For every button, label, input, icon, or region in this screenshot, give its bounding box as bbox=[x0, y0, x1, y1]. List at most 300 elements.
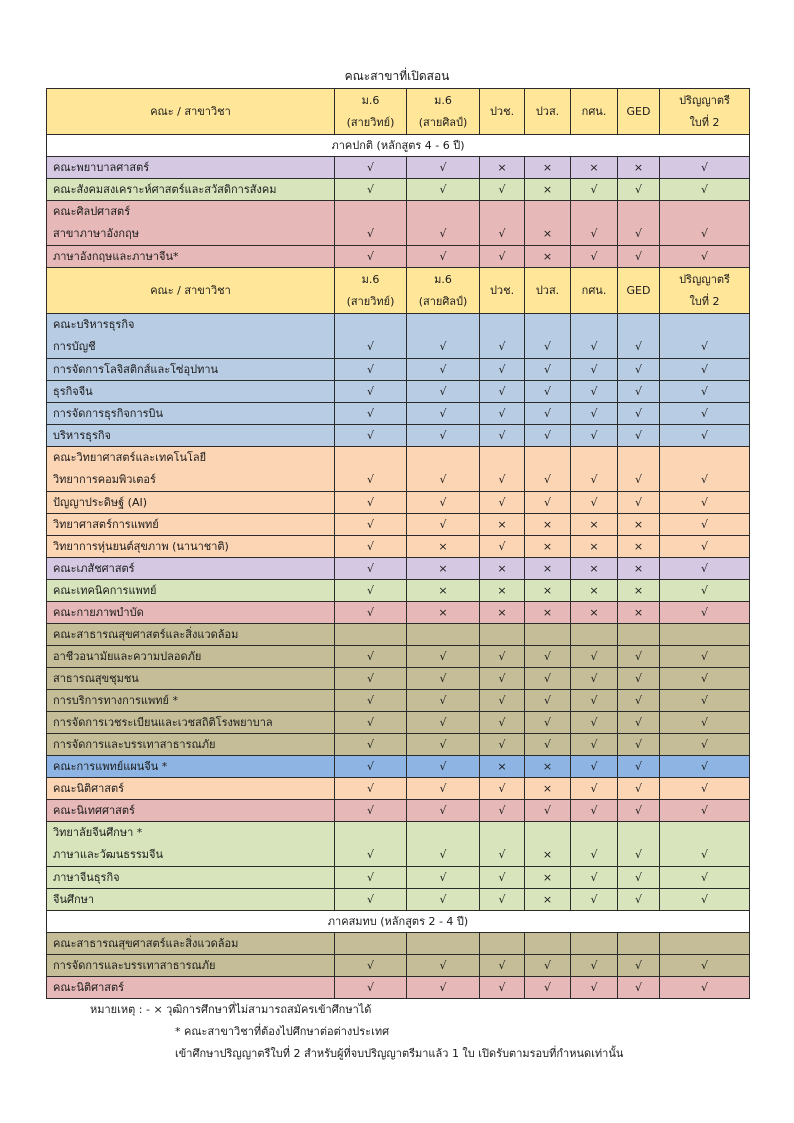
table-row bbox=[47, 756, 750, 778]
program-name-cell bbox=[47, 536, 335, 558]
eligibility-cell bbox=[480, 977, 525, 999]
eligibility-cell bbox=[618, 536, 660, 558]
eligibility-mark: √ bbox=[700, 981, 708, 994]
program-name-cell bbox=[47, 690, 335, 712]
eligibility-mark: √ bbox=[590, 340, 598, 353]
eligibility-cell bbox=[571, 157, 618, 179]
eligibility-mark: √ bbox=[634, 429, 642, 442]
eligibility-mark: √ bbox=[366, 496, 374, 509]
eligibility-mark: √ bbox=[498, 959, 506, 972]
table-row bbox=[47, 955, 750, 977]
eligibility-mark: √ bbox=[543, 694, 551, 707]
section-title: ภาคปกติ (หลักสูตร 4 - 6 ปี) bbox=[47, 135, 750, 157]
eligibility-cell bbox=[618, 977, 660, 999]
eligibility-cell bbox=[618, 867, 660, 889]
program-name: คณะการแพทย์แผนจีน * bbox=[53, 760, 168, 773]
eligibility-cell bbox=[660, 977, 750, 999]
eligibility-mark: √ bbox=[366, 363, 374, 376]
eligibility-mark: × bbox=[589, 606, 599, 619]
header-m6-science-line: (สายวิทย์) bbox=[346, 115, 395, 129]
program-name-cell bbox=[47, 201, 335, 246]
eligibility-mark: √ bbox=[634, 959, 642, 972]
header-second-degree bbox=[660, 268, 750, 314]
note-second-degree: เข้าศึกษาปริญญาตรีใบที่ 2 สำหรับผู้ที่จบปริญญาตรีมาแล้ว 1 ใบ เปิดรับตามรอบที่กำหนดเท่านั้น bbox=[175, 1047, 624, 1060]
eligibility-mark: × bbox=[497, 518, 507, 531]
eligibility-mark: √ bbox=[543, 672, 551, 685]
eligibility-mark: √ bbox=[366, 562, 374, 575]
eligibility-cell bbox=[407, 955, 480, 977]
eligibility-cell bbox=[660, 624, 750, 646]
eligibility-cell bbox=[525, 381, 571, 403]
program-name: คณะเทคนิคการแพทย์ bbox=[53, 584, 157, 597]
eligibility-mark: √ bbox=[366, 738, 374, 751]
eligibility-cell bbox=[480, 157, 525, 179]
eligibility-mark: √ bbox=[590, 250, 598, 263]
eligibility-cell bbox=[571, 624, 618, 646]
eligibility-mark: √ bbox=[700, 562, 708, 575]
eligibility-cell bbox=[618, 514, 660, 536]
eligibility-mark: √ bbox=[439, 782, 447, 795]
program-name-cell bbox=[47, 624, 335, 646]
eligibility-mark: √ bbox=[366, 804, 374, 817]
eligibility-cell bbox=[618, 933, 660, 955]
note-abroad: * คณะสาขาวิชาที่ต้องไปศึกษาต่อต่างประเทศ bbox=[175, 1025, 390, 1038]
eligibility-mark: √ bbox=[439, 804, 447, 817]
eligibility-mark: √ bbox=[590, 716, 598, 729]
eligibility-mark: √ bbox=[590, 650, 598, 663]
eligibility-cell bbox=[571, 822, 618, 867]
eligibility-cell bbox=[335, 756, 407, 778]
eligibility-mark: √ bbox=[498, 540, 506, 553]
eligibility-cell bbox=[571, 778, 618, 800]
eligibility-cell bbox=[571, 179, 618, 201]
eligibility-cell bbox=[571, 668, 618, 690]
eligibility-cell bbox=[618, 381, 660, 403]
header-m6-science bbox=[335, 268, 407, 314]
table-row bbox=[47, 246, 750, 268]
eligibility-cell bbox=[335, 246, 407, 268]
eligibility-mark: × bbox=[633, 584, 644, 597]
eligibility-mark: √ bbox=[366, 981, 374, 994]
eligibility-cell bbox=[618, 734, 660, 756]
program-name: ภาษาจีนธุรกิจ bbox=[53, 871, 120, 884]
eligibility-cell bbox=[407, 447, 480, 492]
eligibility-cell bbox=[407, 800, 480, 822]
eligibility-cell bbox=[480, 179, 525, 201]
eligibility-cell bbox=[480, 756, 525, 778]
table-row bbox=[47, 201, 750, 246]
eligibility-mark: √ bbox=[366, 760, 374, 773]
eligibility-mark: × bbox=[633, 540, 644, 553]
eligibility-mark: √ bbox=[366, 227, 374, 240]
eligibility-cell bbox=[407, 668, 480, 690]
eligibility-cell bbox=[335, 580, 407, 602]
table-row bbox=[47, 602, 750, 624]
program-name: วิทยาการคอมพิวเตอร์ bbox=[53, 473, 156, 486]
eligibility-mark: √ bbox=[366, 385, 374, 398]
table-row bbox=[47, 381, 750, 403]
eligibility-mark: × bbox=[542, 848, 553, 861]
table-row bbox=[47, 889, 750, 911]
eligibility-cell bbox=[480, 955, 525, 977]
program-name: อาชีวอนามัยและความปลอดภัย bbox=[53, 650, 202, 663]
program-name-cell bbox=[47, 800, 335, 822]
eligibility-mark: √ bbox=[590, 893, 598, 906]
eligibility-mark: √ bbox=[700, 540, 708, 553]
table-row bbox=[47, 314, 750, 359]
eligibility-cell bbox=[571, 889, 618, 911]
table-row bbox=[47, 690, 750, 712]
eligibility-mark: √ bbox=[634, 782, 642, 795]
eligibility-mark: √ bbox=[634, 672, 642, 685]
eligibility-mark: √ bbox=[498, 340, 506, 353]
eligibility-mark: √ bbox=[634, 250, 642, 263]
eligibility-cell bbox=[571, 381, 618, 403]
eligibility-cell bbox=[480, 403, 525, 425]
eligibility-cell bbox=[618, 800, 660, 822]
eligibility-mark: √ bbox=[700, 650, 708, 663]
eligibility-mark: √ bbox=[634, 871, 642, 884]
eligibility-cell bbox=[480, 734, 525, 756]
eligibility-cell bbox=[480, 580, 525, 602]
section-row bbox=[47, 135, 750, 157]
eligibility-mark: × bbox=[542, 518, 553, 531]
eligibility-mark: × bbox=[633, 518, 644, 531]
program-name-cell bbox=[47, 756, 335, 778]
eligibility-cell bbox=[335, 314, 407, 359]
eligibility-mark: √ bbox=[590, 183, 598, 196]
eligibility-mark: √ bbox=[590, 760, 598, 773]
eligibility-mark: √ bbox=[366, 250, 374, 263]
eligibility-cell bbox=[618, 580, 660, 602]
eligibility-cell bbox=[480, 712, 525, 734]
eligibility-cell bbox=[480, 822, 525, 867]
eligibility-cell bbox=[407, 314, 480, 359]
eligibility-cell bbox=[618, 889, 660, 911]
table-row bbox=[47, 867, 750, 889]
eligibility-cell bbox=[618, 690, 660, 712]
eligibility-mark: √ bbox=[634, 716, 642, 729]
header-second-degree-line: ใบที่ 2 bbox=[689, 115, 720, 129]
header-ged-text: GED bbox=[626, 104, 651, 118]
eligibility-cell bbox=[660, 492, 750, 514]
eligibility-mark: √ bbox=[634, 473, 642, 486]
eligibility-cell bbox=[480, 668, 525, 690]
eligibility-cell bbox=[660, 447, 750, 492]
program-name: คณะสาธารณสุขศาสตร์และสิ่งแวดล้อม bbox=[53, 937, 239, 950]
eligibility-mark: √ bbox=[590, 429, 598, 442]
table-row bbox=[47, 425, 750, 447]
eligibility-cell bbox=[525, 822, 571, 867]
eligibility-mark: √ bbox=[590, 672, 598, 685]
eligibility-mark: × bbox=[438, 562, 448, 575]
eligibility-cell bbox=[480, 536, 525, 558]
table-row bbox=[47, 157, 750, 179]
eligibility-mark: √ bbox=[700, 385, 708, 398]
header-name bbox=[47, 268, 335, 314]
eligibility-mark: √ bbox=[700, 672, 708, 685]
table-row bbox=[47, 359, 750, 381]
eligibility-cell bbox=[525, 977, 571, 999]
eligibility-cell bbox=[525, 800, 571, 822]
program-name: การจัดการและบรรเทาสาธารณภัย bbox=[53, 738, 216, 751]
eligibility-mark: √ bbox=[700, 496, 708, 509]
eligibility-cell bbox=[660, 800, 750, 822]
eligibility-cell bbox=[618, 712, 660, 734]
eligibility-mark: × bbox=[589, 161, 599, 174]
eligibility-cell bbox=[335, 977, 407, 999]
eligibility-mark: √ bbox=[590, 473, 598, 486]
eligibility-mark: √ bbox=[366, 871, 374, 884]
eligibility-cell bbox=[407, 778, 480, 800]
eligibility-mark: √ bbox=[439, 429, 447, 442]
eligibility-mark: √ bbox=[498, 848, 506, 861]
table-row bbox=[47, 977, 750, 999]
eligibility-mark: √ bbox=[366, 407, 374, 420]
eligibility-mark: √ bbox=[634, 694, 642, 707]
eligibility-mark: √ bbox=[498, 407, 506, 420]
eligibility-mark: √ bbox=[543, 738, 551, 751]
eligibility-cell bbox=[618, 668, 660, 690]
table-row bbox=[47, 580, 750, 602]
table-row bbox=[47, 712, 750, 734]
eligibility-mark: √ bbox=[366, 672, 374, 685]
eligibility-cell bbox=[335, 602, 407, 624]
eligibility-cell bbox=[660, 425, 750, 447]
header-second-degree bbox=[660, 89, 750, 135]
eligibility-cell bbox=[407, 179, 480, 201]
eligibility-mark: √ bbox=[498, 650, 506, 663]
eligibility-mark: × bbox=[542, 606, 553, 619]
program-name-cell bbox=[47, 580, 335, 602]
table-row bbox=[47, 778, 750, 800]
eligibility-mark: × bbox=[438, 540, 448, 553]
eligibility-mark: × bbox=[542, 183, 553, 196]
eligibility-cell bbox=[660, 933, 750, 955]
eligibility-cell bbox=[407, 536, 480, 558]
eligibility-cell bbox=[618, 359, 660, 381]
eligibility-mark: √ bbox=[700, 716, 708, 729]
eligibility-mark: √ bbox=[439, 473, 447, 486]
faculty-name: คณะวิทยาศาสตร์และเทคโนโลยี bbox=[53, 451, 207, 464]
eligibility-cell bbox=[571, 756, 618, 778]
eligibility-cell bbox=[480, 646, 525, 668]
header-m6-science-line: (สายวิทย์) bbox=[346, 294, 395, 308]
eligibility-cell bbox=[525, 867, 571, 889]
table-row bbox=[47, 558, 750, 580]
eligibility-mark: √ bbox=[634, 893, 642, 906]
eligibility-mark: √ bbox=[590, 981, 598, 994]
eligibility-mark: √ bbox=[543, 363, 551, 376]
eligibility-cell bbox=[618, 624, 660, 646]
eligibility-mark: √ bbox=[439, 340, 447, 353]
eligibility-mark: √ bbox=[700, 606, 708, 619]
eligibility-cell bbox=[525, 712, 571, 734]
eligibility-mark: √ bbox=[366, 782, 374, 795]
eligibility-mark: √ bbox=[498, 782, 506, 795]
eligibility-mark: √ bbox=[439, 363, 447, 376]
eligibility-cell bbox=[618, 425, 660, 447]
eligibility-cell bbox=[525, 514, 571, 536]
eligibility-cell bbox=[525, 580, 571, 602]
eligibility-mark: × bbox=[633, 562, 644, 575]
eligibility-cell bbox=[660, 822, 750, 867]
eligibility-cell bbox=[335, 514, 407, 536]
header-ged bbox=[618, 268, 660, 314]
eligibility-mark: √ bbox=[439, 518, 447, 531]
eligibility-mark: √ bbox=[634, 804, 642, 817]
eligibility-mark: √ bbox=[498, 893, 506, 906]
eligibility-cell bbox=[525, 179, 571, 201]
program-name-cell bbox=[47, 933, 335, 955]
eligibility-cell bbox=[407, 977, 480, 999]
eligibility-mark: × bbox=[542, 562, 553, 575]
table-row bbox=[47, 447, 750, 492]
program-name: คณะสังคมสงเคราะห์ศาสตร์และสวัสดิการสังคม bbox=[53, 183, 277, 196]
eligibility-mark: √ bbox=[590, 804, 598, 817]
eligibility-cell bbox=[407, 933, 480, 955]
eligibility-mark: √ bbox=[366, 473, 374, 486]
eligibility-mark: √ bbox=[543, 496, 551, 509]
eligibility-cell bbox=[480, 889, 525, 911]
eligibility-cell bbox=[480, 624, 525, 646]
eligibility-cell bbox=[335, 712, 407, 734]
eligibility-cell bbox=[480, 778, 525, 800]
header-name-text: คณะ / สาขาวิชา bbox=[150, 283, 231, 297]
eligibility-mark: × bbox=[589, 584, 599, 597]
eligibility-cell bbox=[571, 734, 618, 756]
eligibility-cell bbox=[660, 558, 750, 580]
eligibility-cell bbox=[525, 246, 571, 268]
faculty-name: คณะบริหารธุรกิจ bbox=[53, 318, 135, 331]
program-name: จีนศึกษา bbox=[53, 893, 95, 906]
eligibility-cell bbox=[525, 933, 571, 955]
eligibility-cell bbox=[571, 955, 618, 977]
eligibility-cell bbox=[660, 314, 750, 359]
header-pvs bbox=[525, 268, 571, 314]
program-name-cell bbox=[47, 425, 335, 447]
eligibility-cell bbox=[525, 602, 571, 624]
eligibility-cell bbox=[407, 425, 480, 447]
eligibility-mark: √ bbox=[700, 183, 708, 196]
eligibility-mark: √ bbox=[700, 518, 708, 531]
eligibility-mark: √ bbox=[634, 340, 642, 353]
eligibility-cell bbox=[407, 558, 480, 580]
eligibility-mark: √ bbox=[634, 981, 642, 994]
eligibility-cell bbox=[480, 602, 525, 624]
eligibility-mark: × bbox=[497, 562, 507, 575]
eligibility-cell bbox=[525, 756, 571, 778]
eligibility-mark: √ bbox=[366, 584, 374, 597]
eligibility-cell bbox=[335, 800, 407, 822]
eligibility-cell bbox=[660, 580, 750, 602]
program-name: การจัดการเวชระเบียนและเวชสถิติโรงพยาบาล bbox=[53, 716, 273, 729]
eligibility-cell bbox=[660, 381, 750, 403]
eligibility-mark: √ bbox=[590, 407, 598, 420]
eligibility-cell bbox=[525, 157, 571, 179]
eligibility-mark: √ bbox=[498, 250, 506, 263]
eligibility-cell bbox=[660, 403, 750, 425]
eligibility-mark: √ bbox=[439, 250, 447, 263]
eligibility-mark: √ bbox=[700, 161, 708, 174]
eligibility-cell bbox=[480, 425, 525, 447]
eligibility-cell bbox=[525, 536, 571, 558]
header-pvs bbox=[525, 89, 571, 135]
eligibility-mark: √ bbox=[700, 848, 708, 861]
header-name-text: คณะ / สาขาวิชา bbox=[150, 104, 231, 118]
eligibility-mark: √ bbox=[366, 959, 374, 972]
eligibility-mark: √ bbox=[543, 407, 551, 420]
eligibility-cell bbox=[407, 359, 480, 381]
eligibility-mark: √ bbox=[700, 429, 708, 442]
program-name: คณะนิติศาสตร์ bbox=[53, 782, 125, 795]
eligibility-cell bbox=[335, 381, 407, 403]
eligibility-cell bbox=[407, 246, 480, 268]
eligibility-mark: √ bbox=[439, 981, 447, 994]
header-m6-arts-line: (สายศิลป์) bbox=[418, 115, 468, 129]
eligibility-mark: √ bbox=[700, 893, 708, 906]
eligibility-cell bbox=[618, 558, 660, 580]
eligibility-mark: √ bbox=[366, 540, 374, 553]
eligibility-mark: √ bbox=[543, 981, 551, 994]
eligibility-mark: √ bbox=[498, 694, 506, 707]
program-name: คณะสาธารณสุขศาสตร์และสิ่งแวดล้อม bbox=[53, 628, 239, 641]
program-name-cell bbox=[47, 514, 335, 536]
header-pvs-text: ปวส. bbox=[535, 283, 560, 297]
eligibility-mark: √ bbox=[498, 738, 506, 751]
eligibility-cell bbox=[480, 492, 525, 514]
program-name: สาธารณสุขชุมชน bbox=[53, 672, 139, 685]
eligibility-mark: × bbox=[497, 161, 507, 174]
eligibility-cell bbox=[571, 977, 618, 999]
eligibility-mark: × bbox=[542, 584, 553, 597]
eligibility-cell bbox=[525, 734, 571, 756]
eligibility-mark: √ bbox=[439, 407, 447, 420]
program-name: ปัญญาประดิษฐ์ (AI) bbox=[53, 496, 148, 509]
eligibility-mark: √ bbox=[634, 848, 642, 861]
eligibility-cell bbox=[407, 157, 480, 179]
eligibility-cell bbox=[407, 514, 480, 536]
eligibility-mark: √ bbox=[439, 672, 447, 685]
eligibility-cell bbox=[618, 246, 660, 268]
eligibility-cell bbox=[525, 624, 571, 646]
program-name: คณะนิติศาสตร์ bbox=[53, 981, 125, 994]
eligibility-mark: × bbox=[497, 760, 507, 773]
eligibility-mark: √ bbox=[700, 584, 708, 597]
eligibility-cell bbox=[335, 492, 407, 514]
eligibility-cell bbox=[571, 536, 618, 558]
eligibility-cell bbox=[571, 447, 618, 492]
section-row bbox=[47, 911, 750, 933]
program-name: คณะกายภาพบำบัด bbox=[53, 606, 144, 619]
program-name: การบัญชี bbox=[53, 340, 96, 353]
eligibility-cell bbox=[335, 447, 407, 492]
eligibility-mark: √ bbox=[590, 871, 598, 884]
eligibility-cell bbox=[407, 624, 480, 646]
table-row bbox=[47, 624, 750, 646]
eligibility-cell bbox=[335, 403, 407, 425]
eligibility-cell bbox=[525, 447, 571, 492]
eligibility-cell bbox=[480, 933, 525, 955]
eligibility-cell bbox=[571, 690, 618, 712]
header-m6-arts-line: ม.6 bbox=[434, 272, 452, 286]
eligibility-cell bbox=[480, 359, 525, 381]
eligibility-cell bbox=[335, 867, 407, 889]
eligibility-cell bbox=[571, 867, 618, 889]
eligibility-cell bbox=[660, 668, 750, 690]
eligibility-mark: √ bbox=[439, 694, 447, 707]
eligibility-cell bbox=[618, 314, 660, 359]
